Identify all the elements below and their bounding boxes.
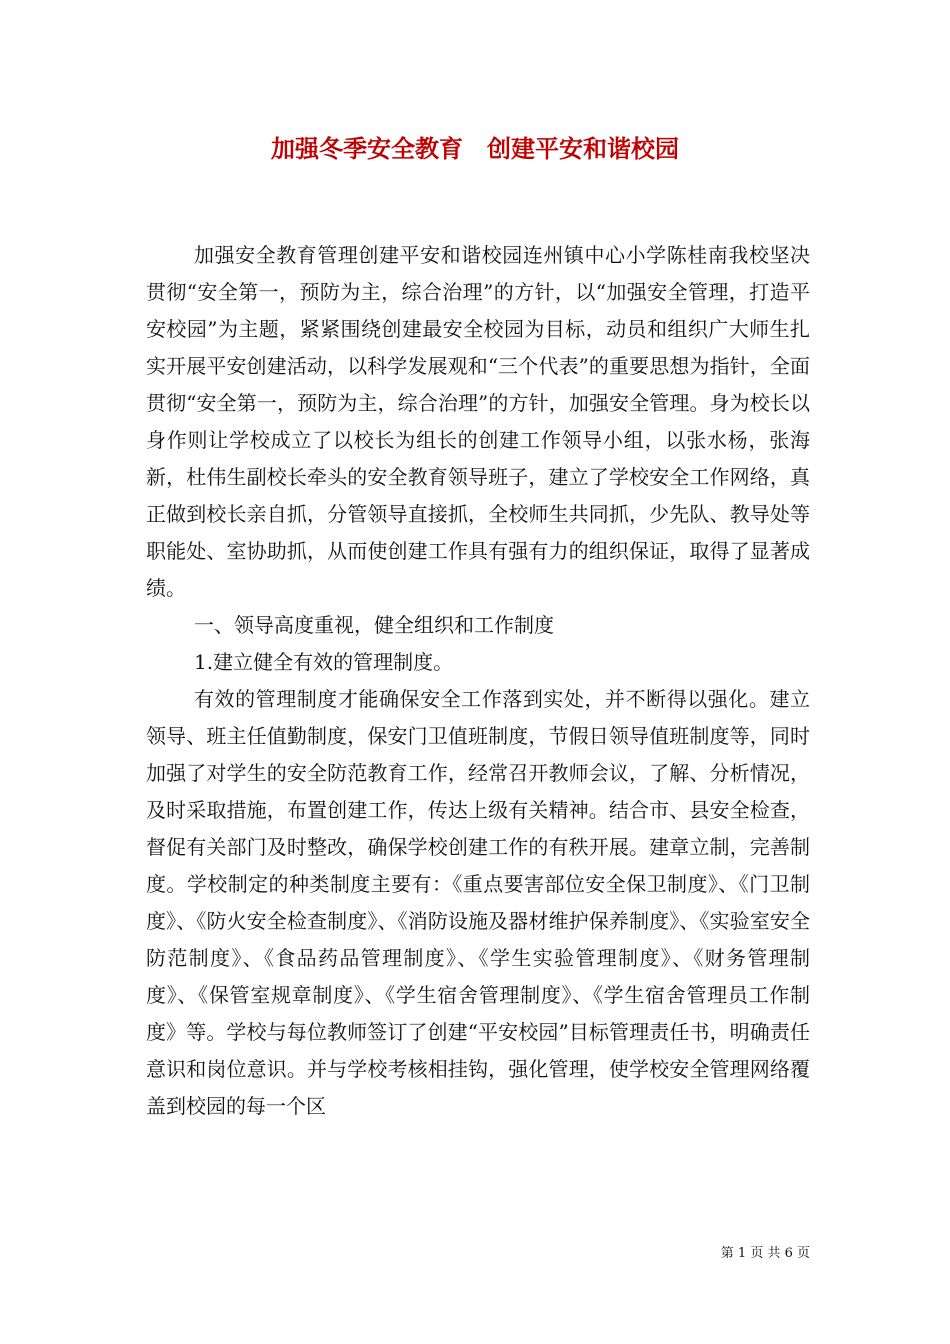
body-paragraph-management: 有效的管理制度才能确保安全工作落到实处，并不断得以强化。建立领导、班主任值勤制度，保安门卫值班制度，节假日领导值班制度等，同时加强了对学生的安全防范教育工作，经常召开教师会议，了解、分析情况，及时采取措施，布置创建工作，传达上级有关精神。结合市、县安全检查，督促有关部门及时整改，确保学校创建工作的有秩开展。建章立制，完善制度。学校制定的种类制度主要有：《重点要害部位安全保卫制度》、《门卫制度》、《防火安全检查制度》、《消防设施及器材维护保养制度》、《实验室安全防范制度》、《食品药品管理制度》、《学生实验管理制度》、《财务管理制度》、《保管室规章制度》、《学生宿舍管理制度》、《学生宿舍管理员工作制度》等。学校与每位教师签订了创建“平安校园”目标管理责任书，明确责任意识和岗位意识。并与学校考核相挂钩，强化管理，使学校安全管理网络覆盖到校园的每一个区: [146, 687, 810, 1118]
body-paragraph-intro: 加强安全教育管理创建平安和谐校园连州镇中心小学陈桂南我校坚决贯彻“安全第一，预防为主，综合治理”的方针，以“加强安全管理，打造平安校园”为主题，紧紧围绕创建最安全校园为目标，动员和组织广大师生扎实开展平安创建活动，以科学发展观和“三个代表”的重要思想为指针，全面贯彻“安全第一，预防为主，综合治理”的方针，加强安全管理。身为校长以身作则让学校成立了以校长为组长的创建工作领导小组，以张水杨，张海新，杜伟生副校长牵头的安全教育领导班子，建立了学校安全工作网络，真正做到校长亲自抓，分管领导直接抓，全校师生共同抓，少先队、教导处等职能处、室协助抓，从而使创建工作具有强有力的组织保证，取得了显著成绩。: [146, 243, 810, 600]
page-number: 第 1 页 共 6 页: [720, 1246, 810, 1261]
subsection-heading: 1.建立健全有效的管理制度。: [194, 650, 454, 674]
section-heading: 一、领导高度重视，健全组织和工作制度: [194, 613, 554, 637]
document-body: [146, 237, 810, 1125]
document-title: 加强冬季安全教育 创建平安和谐校园: [271, 134, 679, 163]
